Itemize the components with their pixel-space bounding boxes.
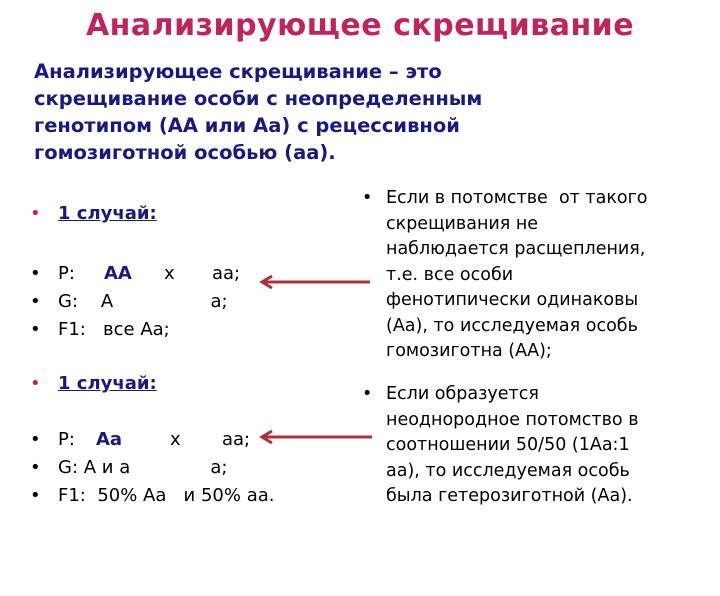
tested-genotype: АА xyxy=(104,263,132,284)
bullet-icon: • xyxy=(30,291,41,312)
case-2-offspring xyxy=(30,484,275,508)
explanation-line: т.е. все особи xyxy=(386,264,514,285)
gametes-line: G: А и а а; xyxy=(58,457,228,478)
recessive-genotype: аа; xyxy=(212,263,241,284)
parents-label: Р: xyxy=(58,263,75,284)
case-2-parents xyxy=(30,428,251,452)
explanation-homozygous xyxy=(362,186,712,366)
recessive-genotype: аа; xyxy=(222,429,251,450)
explanation-line: (Аа), то исследуемая особь xyxy=(386,315,638,336)
explanation-line: аа), то исследуемая особь xyxy=(386,460,630,481)
case-1-offspring xyxy=(30,318,170,342)
case-1-heading-item xyxy=(30,202,157,226)
definition-line: генотипом (АА или Аа) с рецессивной xyxy=(34,114,460,137)
gametes-line: G: А а; xyxy=(58,291,228,312)
explanation-line: скрещивания не xyxy=(386,213,539,234)
bullet-icon: • xyxy=(30,319,41,340)
case-2-heading-item xyxy=(30,372,157,396)
slide-title: Анализирующее скрещивание xyxy=(85,8,635,43)
definition-line: скрещивание особи с неопределенным xyxy=(34,87,483,110)
explanation-line: Если в потомстве от такого xyxy=(386,188,648,208)
explanation-line: наблюдается расщепления, xyxy=(386,239,646,259)
bullet-icon: • xyxy=(30,429,41,450)
case-2-heading: 1 случай: xyxy=(58,373,157,394)
explanation-line: соотношении 50/50 (1Аа:1 xyxy=(386,435,630,455)
definition-line: Анализирующее скрещивание – это xyxy=(34,60,442,83)
cross-sign: х xyxy=(170,429,181,450)
cross-sign: х xyxy=(164,263,175,284)
case-1-parents xyxy=(30,262,241,286)
explanation-line: неоднородное потомство в xyxy=(386,409,639,430)
bullet-icon: • xyxy=(30,457,41,478)
explanation-line: гомозиготна (АА); xyxy=(386,341,552,361)
explanation-heterozygous xyxy=(362,382,712,512)
tested-genotype: Аа xyxy=(96,429,123,450)
arrow-case-2-icon xyxy=(262,431,372,443)
explanation-line: была гетерозиготной (Аа). xyxy=(386,486,633,506)
bullet-icon: • xyxy=(30,263,41,284)
bullet-icon: • xyxy=(30,373,41,394)
parents-label: Р: xyxy=(58,429,75,450)
definition-line: гомозиготной особью (аа). xyxy=(34,141,336,164)
explanation-line: фенотипически одинаковы xyxy=(386,290,639,310)
explanation-line: Если образуется xyxy=(386,384,539,404)
case-1-heading: 1 случай: xyxy=(58,203,157,224)
bullet-icon: • xyxy=(362,384,373,404)
bullet-icon: • xyxy=(362,188,373,208)
arrow-case-1-icon xyxy=(262,276,370,288)
case-2-gametes xyxy=(30,456,228,480)
offspring-line: F1: 50% Аа и 50% аа. xyxy=(58,485,275,506)
bullet-icon: • xyxy=(30,203,41,224)
case-1-gametes xyxy=(30,290,228,314)
offspring-line: F1: все Аа; xyxy=(58,319,170,340)
bullet-icon: • xyxy=(30,485,41,506)
definition-text xyxy=(34,58,634,166)
